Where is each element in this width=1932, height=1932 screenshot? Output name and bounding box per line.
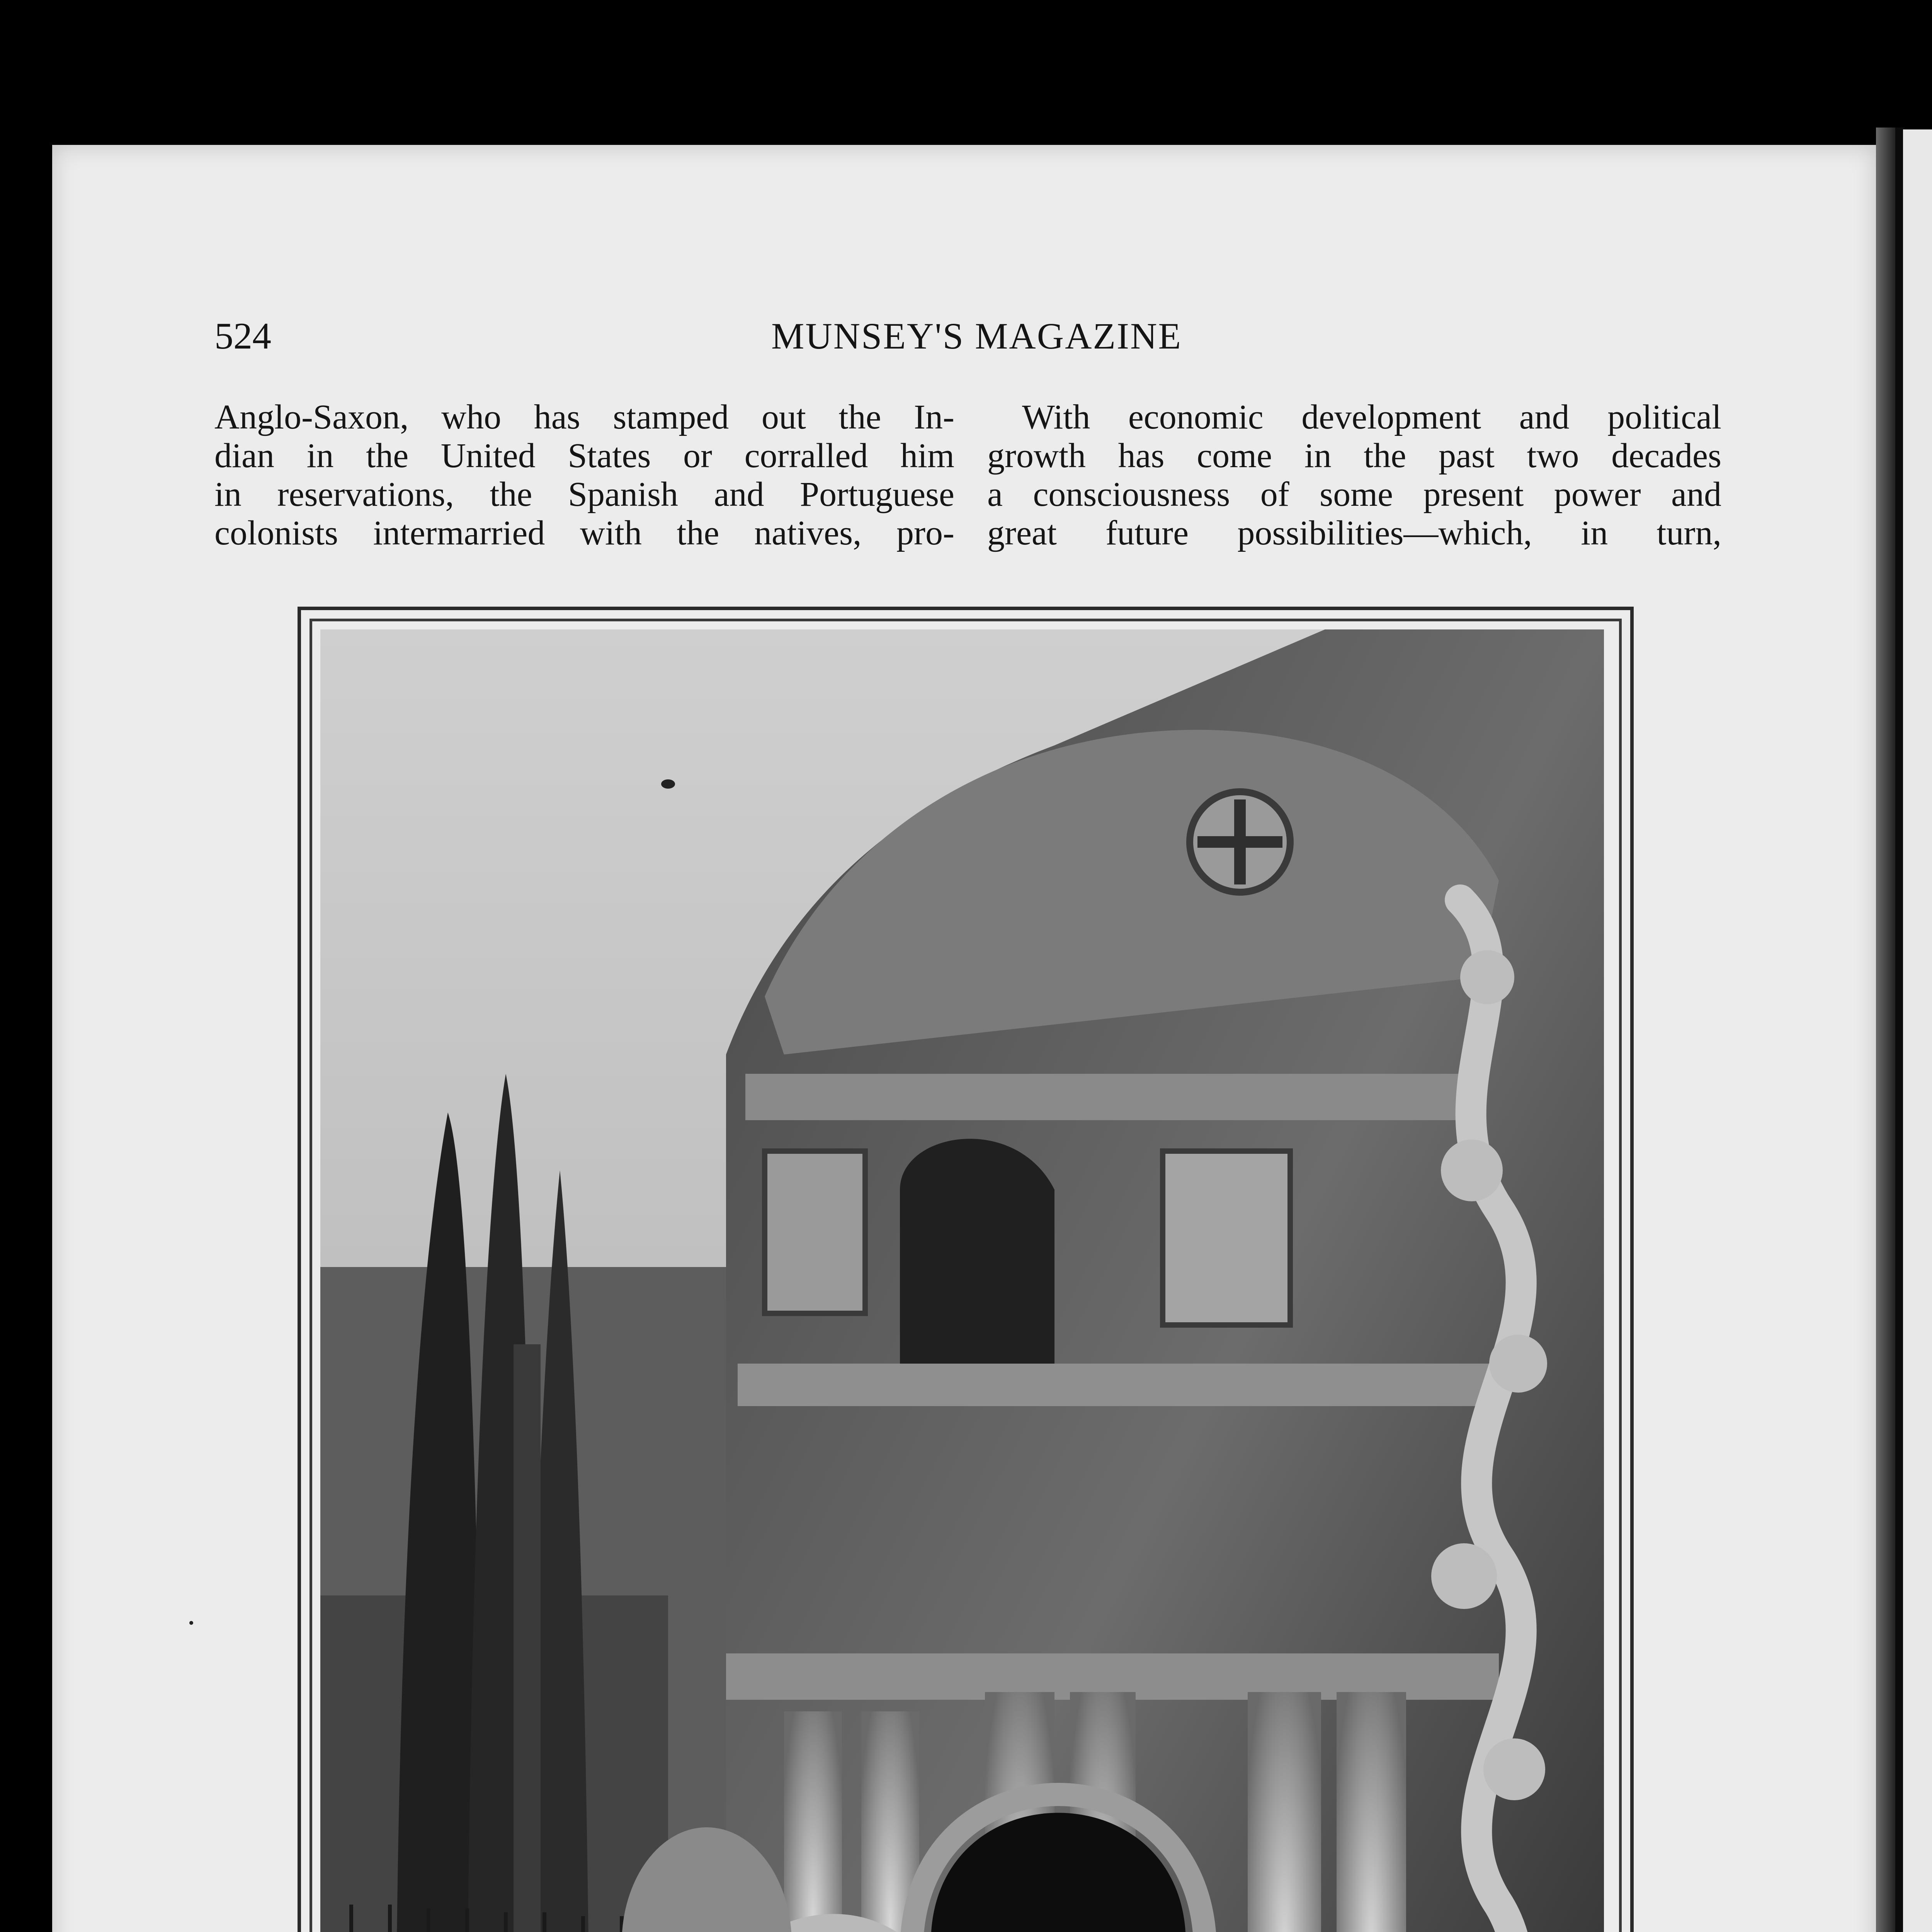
- text-line: colonists intermarried with the natives, pro-: [214, 514, 954, 552]
- next-page-edge: [1903, 129, 1932, 1932]
- scan-speck: [189, 1621, 193, 1625]
- church-illustration: [320, 629, 1604, 1932]
- text-line: With economic development and political: [1022, 398, 1721, 436]
- church-photograph: [320, 629, 1604, 1932]
- page-number: 524: [214, 315, 271, 357]
- photo-frame: [298, 607, 1634, 1932]
- page-header: [214, 309, 1723, 363]
- text-line: a consciousness of some present power and: [987, 475, 1721, 514]
- text-line: growth has come in the past two decades: [987, 437, 1721, 475]
- magazine-title: MUNSEY'S MAGAZINE: [771, 315, 1182, 357]
- text-line: dian in the United States or corralled him: [214, 437, 954, 475]
- text-line: Anglo-Saxon, who has stamped out the In-: [214, 398, 954, 436]
- text-line: in reservations, the Spanish and Portuguese: [214, 475, 954, 514]
- book-binding: [1876, 128, 1897, 1932]
- top-right-column: [987, 398, 1721, 553]
- text-line: great future possibilities—which, in turn,: [987, 514, 1721, 552]
- top-left-column: [214, 398, 954, 553]
